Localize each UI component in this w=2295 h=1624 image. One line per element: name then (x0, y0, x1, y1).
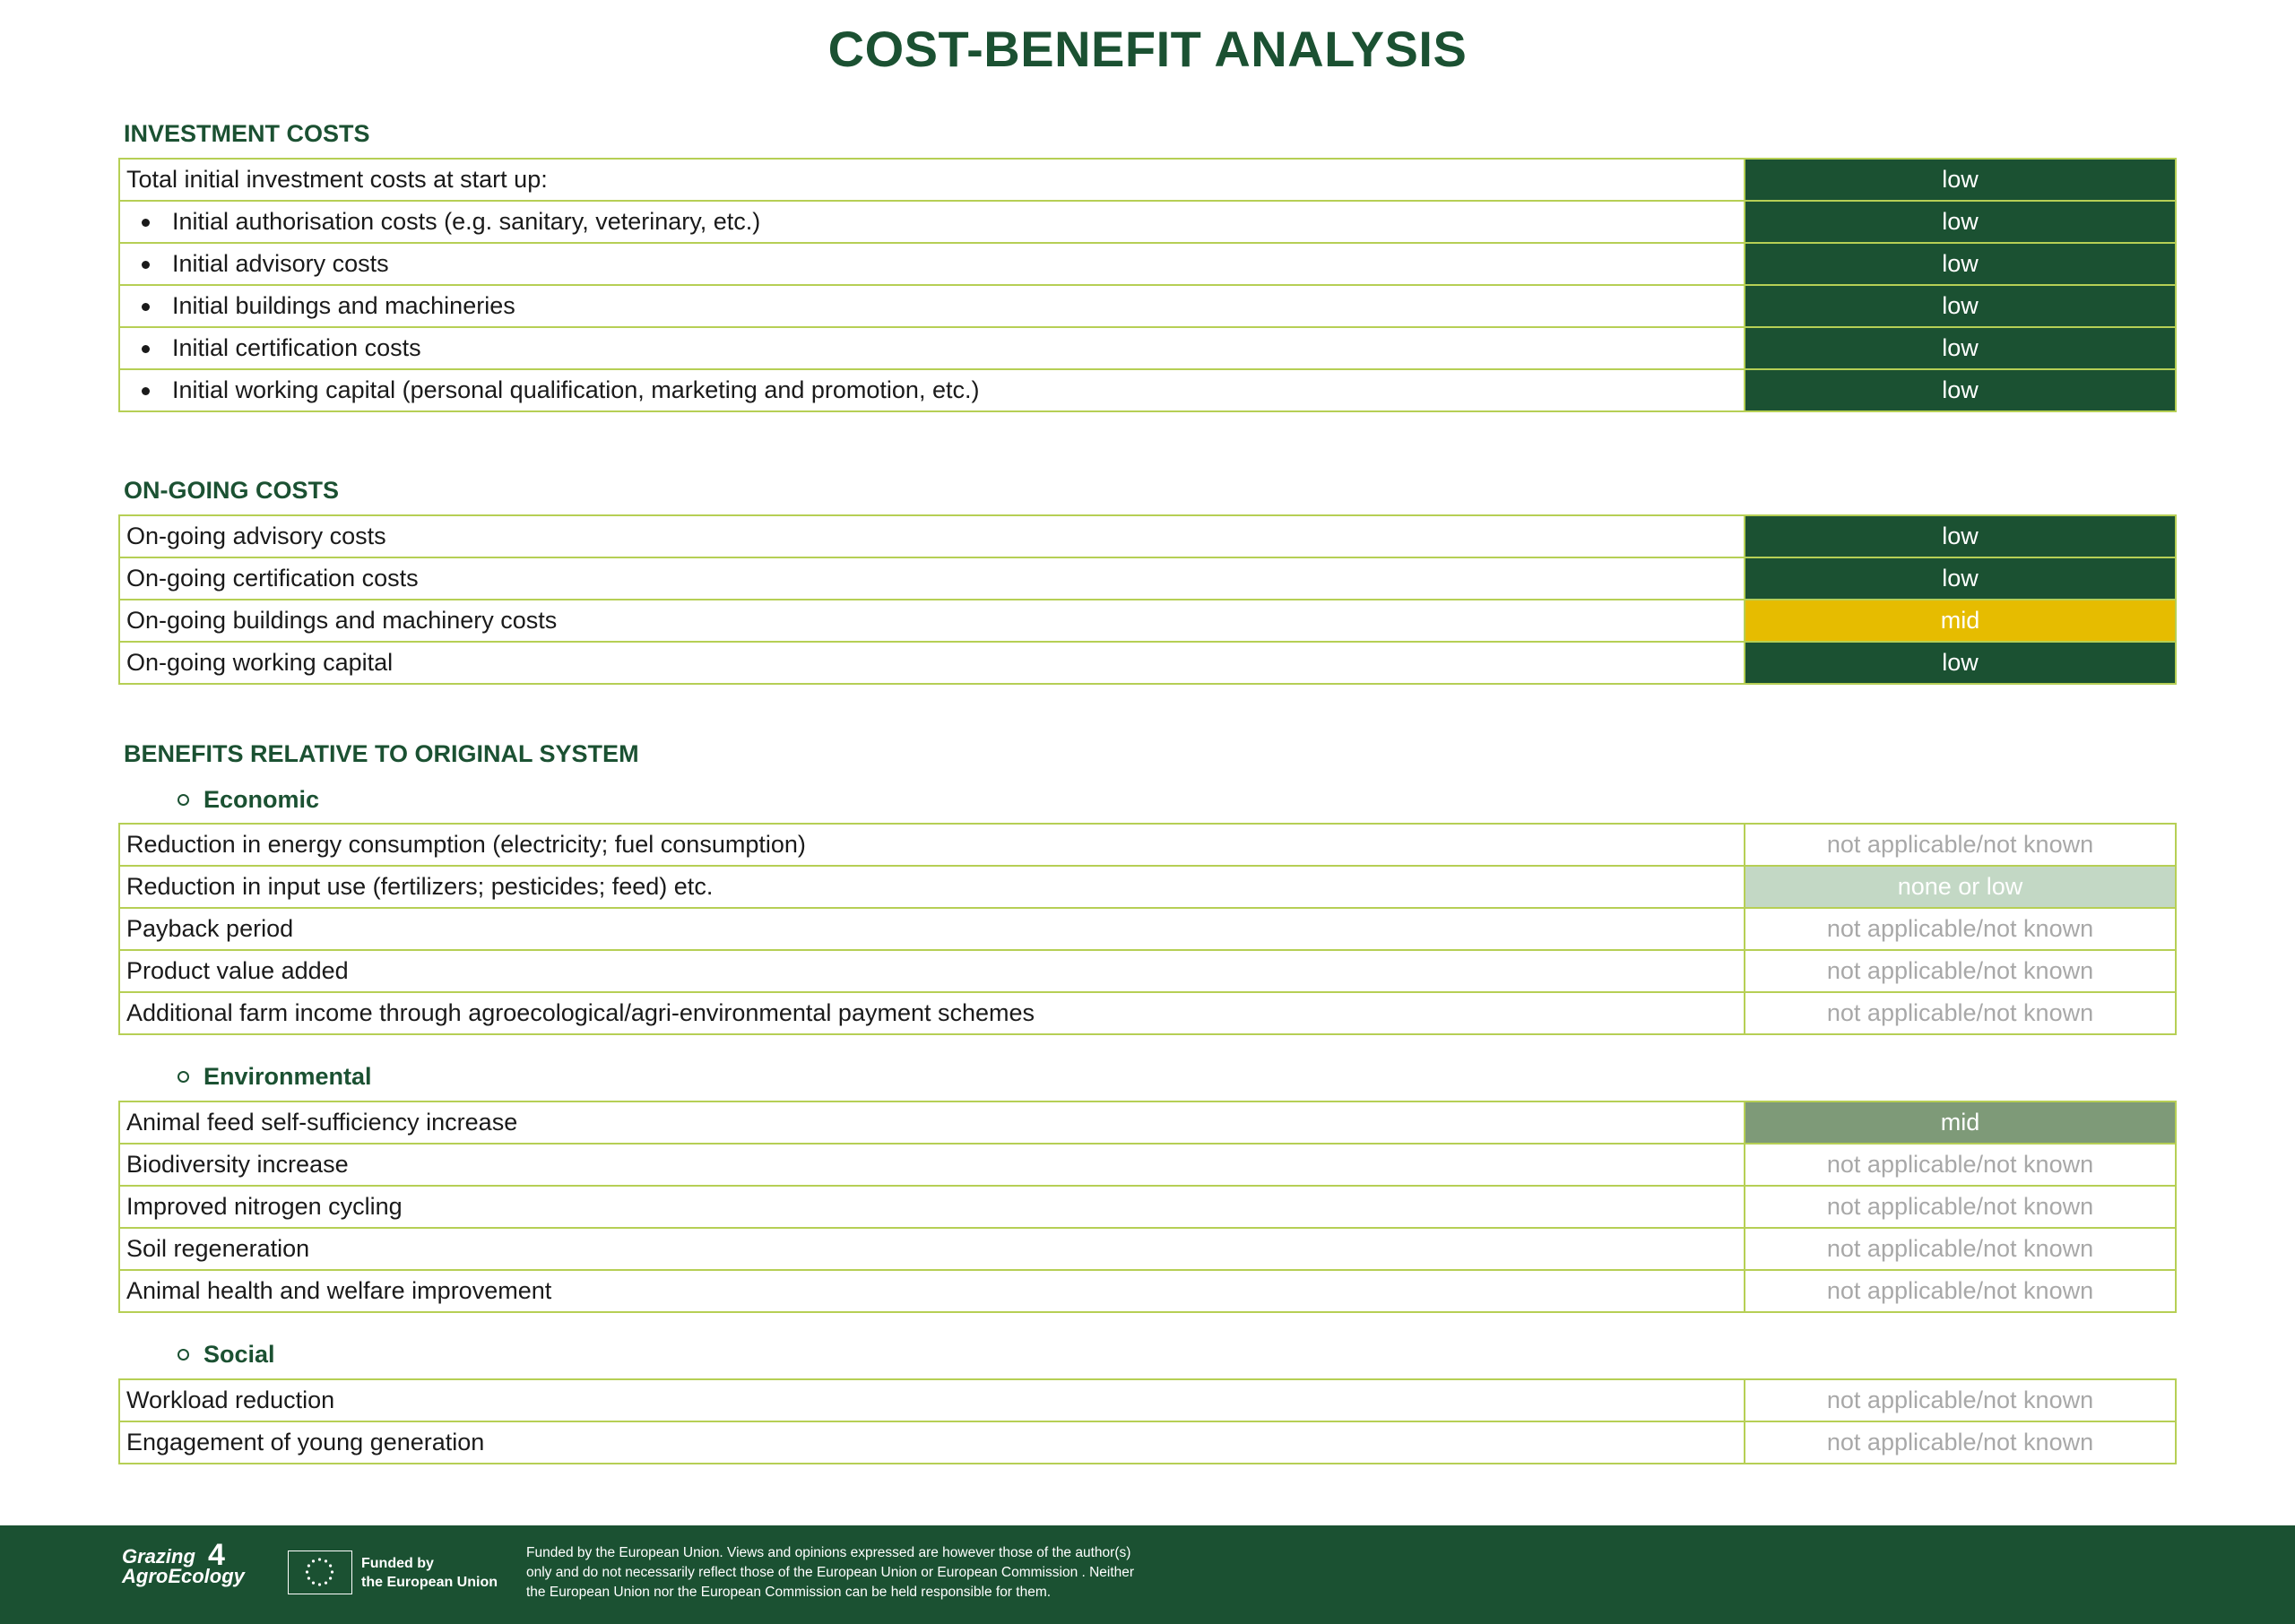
row-value: mid (1745, 600, 2176, 642)
row-value: not applicable/not known (1745, 908, 2176, 950)
row-value: low (1745, 159, 2176, 201)
table-row (119, 159, 2176, 201)
row-label: Initial working capital (personal qualification, marketing and promotion, etc.) (119, 369, 1745, 411)
environmental-table (118, 1101, 2177, 1313)
table-row (119, 285, 2176, 327)
benefits-heading: BENEFITS RELATIVE TO ORIGINAL SYSTEM (124, 740, 639, 767)
row-label: Total initial investment costs at start up: (119, 159, 1745, 201)
row-value: not applicable/not known (1745, 824, 2176, 866)
row-value: not applicable/not known (1745, 1270, 2176, 1312)
row-value: low (1745, 285, 2176, 327)
row-value: none or low (1745, 866, 2176, 908)
table-row (119, 1144, 2176, 1186)
table-row (119, 1186, 2176, 1228)
table-row (119, 950, 2176, 992)
disclaimer-text (526, 1543, 1243, 1602)
table-row (119, 642, 2176, 684)
social-subheading (178, 1341, 275, 1369)
table-row (119, 369, 2176, 411)
row-value: low (1745, 201, 2176, 243)
environmental-label: Environmental (204, 1063, 372, 1090)
funded-by-eu-label (361, 1554, 498, 1592)
table-row (119, 824, 2176, 866)
social-label: Social (204, 1341, 275, 1368)
table-row (119, 1379, 2176, 1421)
row-value: not applicable/not known (1745, 1379, 2176, 1421)
row-label: Initial certification costs (119, 327, 1745, 369)
logo-number: 4 (208, 1538, 225, 1572)
table-row (119, 201, 2176, 243)
row-label: Engagement of young generation (119, 1421, 1745, 1464)
logo-line2: AgroEcology (122, 1565, 245, 1587)
row-value: low (1745, 515, 2176, 557)
disclaimer-line2: only and do not necessarily reflect those of the European Union or European Commission . Neither (526, 1565, 1135, 1580)
table-row (119, 1270, 2176, 1312)
row-label: Improved nitrogen cycling (119, 1186, 1745, 1228)
ongoing-costs-table (118, 514, 2177, 685)
row-label: Initial advisory costs (119, 243, 1745, 285)
page-title: COST-BENEFIT ANALYSIS (827, 21, 1468, 77)
row-label: Soil regeneration (119, 1228, 1745, 1270)
disclaimer-line3: the European Union nor the European Commission can be held responsible for them. (526, 1585, 1052, 1600)
eu-line1: Funded by (361, 1556, 434, 1571)
eu-stars-icon (289, 1551, 351, 1593)
table-row (119, 327, 2176, 369)
row-label: Initial buildings and machineries (119, 285, 1745, 327)
row-label: Payback period (119, 908, 1745, 950)
row-label: Initial authorisation costs (e.g. sanitary, veterinary, etc.) (119, 201, 1745, 243)
eu-line2: the European Union (361, 1575, 498, 1590)
row-value: low (1745, 557, 2176, 600)
table-row (119, 992, 2176, 1034)
row-label: On-going certification costs (119, 557, 1745, 600)
ongoing-costs-heading: ON-GOING COSTS (124, 477, 340, 504)
row-value: low (1745, 369, 2176, 411)
row-value: not applicable/not known (1745, 1228, 2176, 1270)
row-value: mid (1745, 1101, 2176, 1144)
row-label: Animal health and welfare improvement (119, 1270, 1745, 1312)
economic-label: Economic (204, 786, 320, 813)
footer (0, 1525, 2295, 1624)
row-value: not applicable/not known (1745, 992, 2176, 1034)
row-value: not applicable/not known (1745, 1421, 2176, 1464)
circle-bullet-icon (178, 794, 189, 806)
table-row (119, 1228, 2176, 1270)
row-value: low (1745, 327, 2176, 369)
eu-flag-icon (288, 1551, 352, 1594)
row-label: Workload reduction (119, 1379, 1745, 1421)
table-row (119, 600, 2176, 642)
circle-bullet-icon (178, 1349, 189, 1361)
investment-costs-table (118, 158, 2177, 412)
economic-table (118, 823, 2177, 1035)
row-label: On-going working capital (119, 642, 1745, 684)
environmental-subheading (178, 1063, 372, 1091)
row-value: not applicable/not known (1745, 950, 2176, 992)
table-row (119, 908, 2176, 950)
table-row (119, 1421, 2176, 1464)
row-label: Reduction in energy consumption (electricity; fuel consumption) (119, 824, 1745, 866)
investment-costs-heading: INVESTMENT COSTS (124, 120, 370, 147)
row-label: Biodiversity increase (119, 1144, 1745, 1186)
logo-line1: Grazing (122, 1545, 195, 1568)
row-value: not applicable/not known (1745, 1186, 2176, 1228)
table-row (119, 243, 2176, 285)
row-label: Additional farm income through agroecological/agri-environmental payment schemes (119, 992, 1745, 1034)
economic-subheading (178, 786, 319, 814)
circle-bullet-icon (178, 1071, 189, 1083)
table-row (119, 1101, 2176, 1144)
row-label: On-going advisory costs (119, 515, 1745, 557)
row-value: not applicable/not known (1745, 1144, 2176, 1186)
row-value: low (1745, 642, 2176, 684)
row-label: On-going buildings and machinery costs (119, 600, 1745, 642)
row-label: Product value added (119, 950, 1745, 992)
social-table (118, 1378, 2177, 1464)
table-row (119, 866, 2176, 908)
row-value: low (1745, 243, 2176, 285)
table-row (119, 515, 2176, 557)
row-label: Animal feed self-sufficiency increase (119, 1101, 1745, 1144)
disclaimer-line1: Funded by the European Union. Views and opinions expressed are however those of the author(s) (526, 1545, 1131, 1560)
row-label: Reduction in input use (fertilizers; pesticides; feed) etc. (119, 866, 1745, 908)
grazing-agroecology-logo (122, 1538, 245, 1587)
table-row (119, 557, 2176, 600)
